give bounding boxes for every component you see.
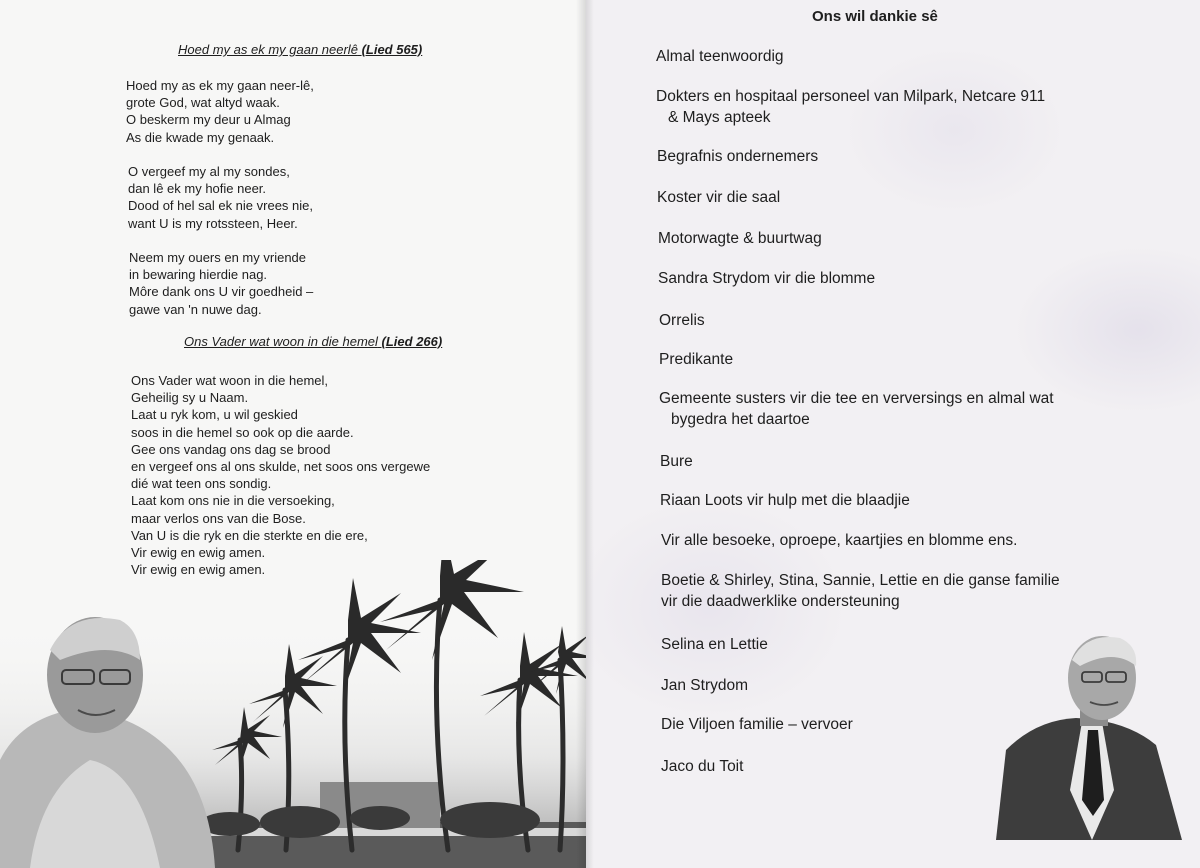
thanks-item-text: Orrelis bbox=[659, 312, 705, 329]
thanks-item bbox=[659, 349, 733, 370]
hymn2-prayer bbox=[131, 372, 430, 578]
thanks-item-text: Boetie & Shirley, Stina, Sannie, Lettie en die ganse familie bbox=[661, 572, 1060, 589]
thanks-item bbox=[661, 675, 748, 696]
thanks-item-text: Riaan Loots vir hulp met die blaadjie bbox=[660, 492, 910, 509]
hymn1-title-text: Hoed my as ek my gaan neerlê bbox=[178, 42, 358, 57]
thanks-item-text: Motorwagte & buurtwag bbox=[658, 230, 822, 247]
thanks-item-continuation: bygedra het daartoe bbox=[671, 411, 810, 428]
thanks-item-text: Koster vir die saal bbox=[657, 189, 781, 206]
verse-line: O beskerm my deur u Almag bbox=[126, 112, 291, 128]
verse-line: As die kwade my genaak. bbox=[126, 129, 275, 145]
thanks-item bbox=[661, 756, 743, 777]
prayer-line: soos in die hemel so ook op die aarde. bbox=[131, 424, 354, 440]
verse-line: O vergeef my al my sondes, bbox=[128, 164, 290, 179]
thanks-item-text: Jaco du Toit bbox=[661, 758, 744, 775]
thanks-item-text: Vir alle besoeke, oproepe, kaartjies en blomme ens. bbox=[661, 532, 1018, 549]
thanks-item bbox=[661, 530, 1017, 551]
hymn2-title bbox=[184, 334, 442, 349]
thanks-item bbox=[658, 268, 875, 289]
prayer-line: Laat u ryk kom, u wil geskied bbox=[131, 407, 298, 423]
prayer-line: Gee ons vandag ons dag se brood bbox=[131, 441, 331, 457]
hymn1-verse-3 bbox=[129, 249, 313, 318]
thanks-item bbox=[659, 388, 1054, 430]
verse-line: Dood of hel sal ek nie vrees nie, bbox=[128, 198, 313, 214]
thanks-item bbox=[658, 228, 822, 249]
left-page bbox=[0, 0, 586, 868]
thanks-item-text: Jan Strydom bbox=[661, 677, 749, 694]
thanks-item-text: Predikante bbox=[659, 351, 734, 368]
thanks-heading: Ons wil dankie sê bbox=[812, 8, 938, 25]
prayer-line: Vir ewig en ewig amen. bbox=[131, 545, 266, 561]
thanks-item bbox=[661, 714, 853, 735]
thanks-item bbox=[656, 86, 1045, 128]
verse-line: dan lê ek my hofie neer. bbox=[128, 181, 267, 197]
thanks-item-text: Begrafnis ondernemers bbox=[657, 148, 819, 165]
prayer-line: dié wat teen ons sondig. bbox=[131, 476, 272, 492]
thanks-item-continuation: & Mays apteek bbox=[668, 109, 771, 126]
prayer-line: en vergeef ons al ons skulde, net soos ons vergewe bbox=[131, 459, 431, 475]
thanks-item bbox=[659, 310, 705, 331]
verse-line: Môre dank ons U vir goedheid – bbox=[129, 284, 314, 300]
hymn2-ref: (Lied 266) bbox=[381, 334, 443, 349]
thanks-item bbox=[656, 46, 784, 67]
thanks-item-text: Selina en Lettie bbox=[661, 636, 768, 653]
thanks-item-text: Almal teenwoordig bbox=[656, 48, 784, 65]
prayer-line: Ons Vader wat woon in die hemel, bbox=[131, 373, 329, 388]
prayer-line: Van U is die ryk en die sterkte en die ere, bbox=[131, 527, 368, 543]
thanks-item bbox=[661, 634, 768, 655]
hymn1-verse-2 bbox=[128, 163, 313, 232]
thanks-item-text: Dokters en hospitaal personeel van Milpark, Netcare 911 bbox=[656, 88, 1046, 105]
thanks-item-text: Bure bbox=[660, 453, 693, 470]
thanks-item-continuation: vir die daadwerklike ondersteuning bbox=[661, 593, 900, 610]
verse-line: grote God, wat altyd waak. bbox=[126, 95, 280, 111]
thanks-item-text: Die Viljoen familie – vervoer bbox=[661, 716, 853, 733]
hymn1-verse-1 bbox=[126, 77, 314, 146]
thanks-item bbox=[657, 146, 818, 167]
palm-tree-photo bbox=[0, 560, 586, 868]
hymn1-ref: (Lied 565) bbox=[361, 42, 423, 57]
thanks-item bbox=[660, 490, 910, 511]
prayer-line: Vir ewig en ewig amen. bbox=[131, 562, 266, 578]
prayer-line: Laat kom ons nie in die versoeking, bbox=[131, 493, 335, 509]
thanks-item-text: Gemeente susters vir die tee en verversings en almal wat bbox=[659, 390, 1054, 407]
verse-line: Neem my ouers en my vriende bbox=[129, 250, 307, 265]
verse-line: Hoed my as ek my gaan neer-lê, bbox=[126, 78, 314, 93]
prayer-line: Geheilig sy u Naam. bbox=[131, 390, 249, 406]
thanks-item bbox=[657, 187, 780, 208]
portrait-right bbox=[996, 630, 1182, 840]
verse-line: want U is my rotssteen, Heer. bbox=[128, 215, 298, 231]
prayer-line: maar verlos ons van die Bose. bbox=[131, 510, 306, 526]
hymn2-title-text: Ons Vader wat woon in die hemel bbox=[184, 334, 378, 349]
thanks-item bbox=[661, 570, 1060, 612]
thanks-item-text: Sandra Strydom vir die blomme bbox=[658, 270, 876, 287]
verse-line: gawe van 'n nuwe dag. bbox=[129, 301, 262, 317]
verse-line: in bewaring hierdie nag. bbox=[129, 267, 268, 283]
thanks-item bbox=[660, 451, 693, 472]
hymn1-title bbox=[178, 42, 422, 57]
